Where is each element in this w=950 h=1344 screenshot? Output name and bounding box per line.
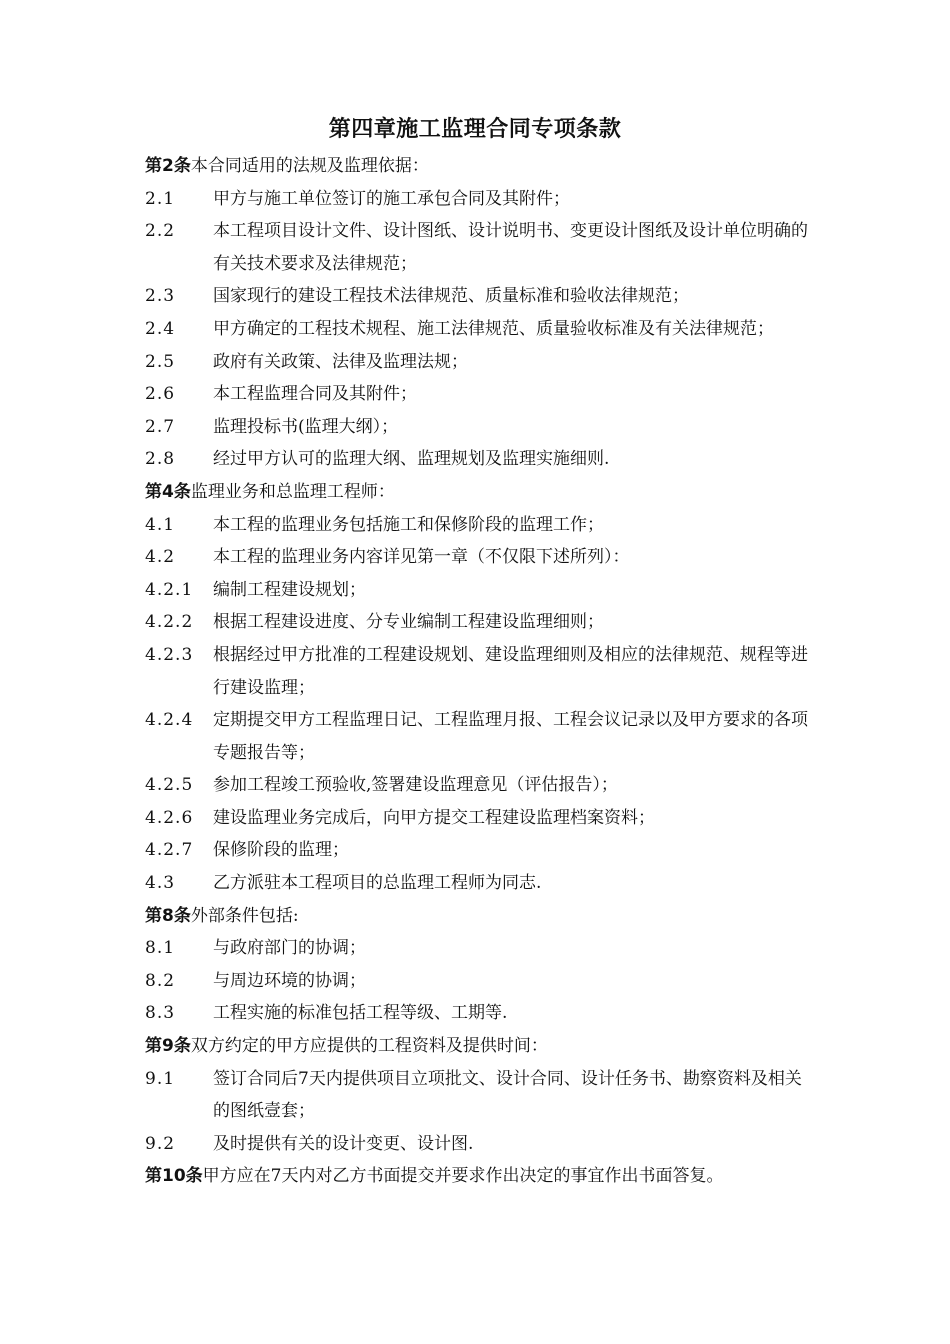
clause-item: [145, 1128, 815, 1161]
clause-item: [145, 280, 815, 313]
clause-number: 2.5: [145, 351, 176, 372]
article-heading: [145, 476, 815, 509]
article-text: 甲方应在7天内对乙方书面提交并要求作出决定的事宜作出书面答复。: [202, 1166, 724, 1187]
clause-text: 本工程的监理业务内容详见第一章（不仅限下述所列）：: [213, 547, 630, 568]
clause-item: [145, 997, 815, 1030]
clause-number: 2.7: [145, 416, 176, 437]
clause-number: 4.2.5: [145, 775, 194, 796]
article-heading: [145, 900, 815, 933]
clause-text: 乙方派驻本工程项目的总监理工程师为同志.: [213, 873, 542, 894]
article-label: 第9条: [145, 1036, 191, 1057]
clause-number: 4.2.2: [145, 612, 194, 633]
clause-number: 8.3: [145, 1003, 176, 1024]
clause-number: 4.2.6: [145, 807, 194, 828]
clause-number: 4.2.4: [145, 710, 194, 731]
clause-number: 4.2.7: [145, 840, 194, 861]
clause-text: 及时提供有关的设计变更、设计图.: [213, 1133, 474, 1154]
clause-text: 甲方确定的工程技术规程、施工法律规范、质量验收标准及有关法律规范；: [213, 318, 774, 339]
clause-text: 与周边环境的协调；: [213, 970, 366, 991]
clause-number: 2.6: [145, 384, 176, 405]
clause-item: [145, 541, 815, 574]
clause-item: [145, 411, 815, 444]
clause-item: [145, 313, 815, 346]
clause-item: [145, 443, 815, 476]
clause-number: 8.1: [145, 938, 176, 959]
clause-text: 本工程监理合同及其附件；: [213, 384, 417, 405]
article-heading: [145, 1160, 815, 1193]
clause-item: [145, 574, 815, 607]
document-body: [145, 150, 815, 1193]
clause-item: [145, 183, 815, 216]
clause-number: 4.2: [145, 547, 176, 568]
clause-text: 经过甲方认可的监理大纲、监理规划及监理实施细则.: [213, 449, 610, 470]
clause-number: 4.3: [145, 873, 176, 894]
clause-item: [145, 346, 815, 379]
clause-item: [145, 509, 815, 542]
article-label: 第10条: [145, 1166, 203, 1187]
clause-number: 4.2.1: [145, 579, 194, 600]
clause-text: 甲方与施工单位签订的施工承包合同及其附件；: [213, 188, 570, 209]
clause-item: [145, 1063, 815, 1128]
clause-text: 定期提交甲方工程监理日记、工程监理月报、工程会议记录以及甲方要求的各项专题报告等；: [213, 710, 808, 763]
clause-text: 监理投标书(监理大纲）；: [213, 416, 399, 437]
clause-text: 政府有关政策、法律及监理法规；: [213, 351, 468, 372]
clause-number: 2.4: [145, 318, 176, 339]
clause-item: [145, 704, 815, 769]
article-text: 外部条件包括:: [190, 905, 299, 926]
clause-number: 2.8: [145, 449, 176, 470]
clause-number: 9.2: [145, 1133, 176, 1154]
article-label: 第2条: [145, 156, 191, 176]
clause-item: [145, 802, 815, 835]
article-heading: [145, 150, 815, 183]
article-heading: [145, 1030, 815, 1063]
clause-item: [145, 965, 815, 998]
clause-number: 8.2: [145, 970, 176, 991]
clause-text: 参加工程竣工预验收,签署建设监理意见（评估报告）；: [213, 775, 618, 796]
clause-item: [145, 834, 815, 867]
clause-item: [145, 867, 815, 900]
clause-text: 建设监理业务完成后，向甲方提交工程建设监理档案资料；: [213, 807, 655, 828]
clause-text: 与政府部门的协调；: [213, 938, 366, 959]
clause-item: [145, 378, 815, 411]
clause-item: [145, 606, 815, 639]
clause-number: 2.3: [145, 286, 176, 307]
article-text: 本合同适用的法规及监理依据：: [190, 156, 429, 176]
clause-item: [145, 769, 815, 802]
clause-text: 本工程项目设计文件、设计图纸、设计说明书、变更设计图纸及设计单位明确的有关技术要求及法律规范；: [213, 221, 808, 274]
clause-text: 签订合同后7天内提供项目立项批文、设计合同、设计任务书、勘察资料及相关的图纸壹套；: [213, 1068, 802, 1122]
clause-item: [145, 215, 815, 280]
clause-number: 4.2.3: [145, 644, 194, 665]
article-text: 双方约定的甲方应提供的工程资料及提供时间：: [190, 1036, 548, 1057]
clause-text: 根据工程建设进度、分专业编制工程建设监理细则；: [213, 612, 604, 633]
article-label: 第4条: [145, 481, 191, 502]
clause-number: 9.1: [145, 1068, 176, 1089]
clause-text: 国家现行的建设工程技术法律规范、质量标准和验收法律规范；: [213, 286, 689, 307]
document-title: 第四章施工监理合同专项条款: [328, 117, 622, 142]
clause-text: 保修阶段的监理；: [213, 840, 349, 861]
clause-number: 2.2: [145, 221, 176, 242]
clause-number: 4.1: [145, 514, 176, 535]
clause-text: 编制工程建设规划；: [213, 579, 366, 600]
clause-item: [145, 932, 815, 965]
clause-number: 2.1: [145, 188, 176, 209]
article-text: 监理业务和总监理工程师：: [190, 481, 395, 502]
clause-text: 工程实施的标准包括工程等级、工期等.: [213, 1003, 508, 1024]
clause-text: 本工程的监理业务包括施工和保修阶段的监理工作；: [213, 514, 604, 535]
clause-text: 根据经过甲方批准的工程建设规划、建设监理细则及相应的法律规范、规程等进行建设监理；: [213, 644, 808, 698]
clause-item: [145, 639, 815, 704]
article-label: 第8条: [145, 905, 191, 926]
